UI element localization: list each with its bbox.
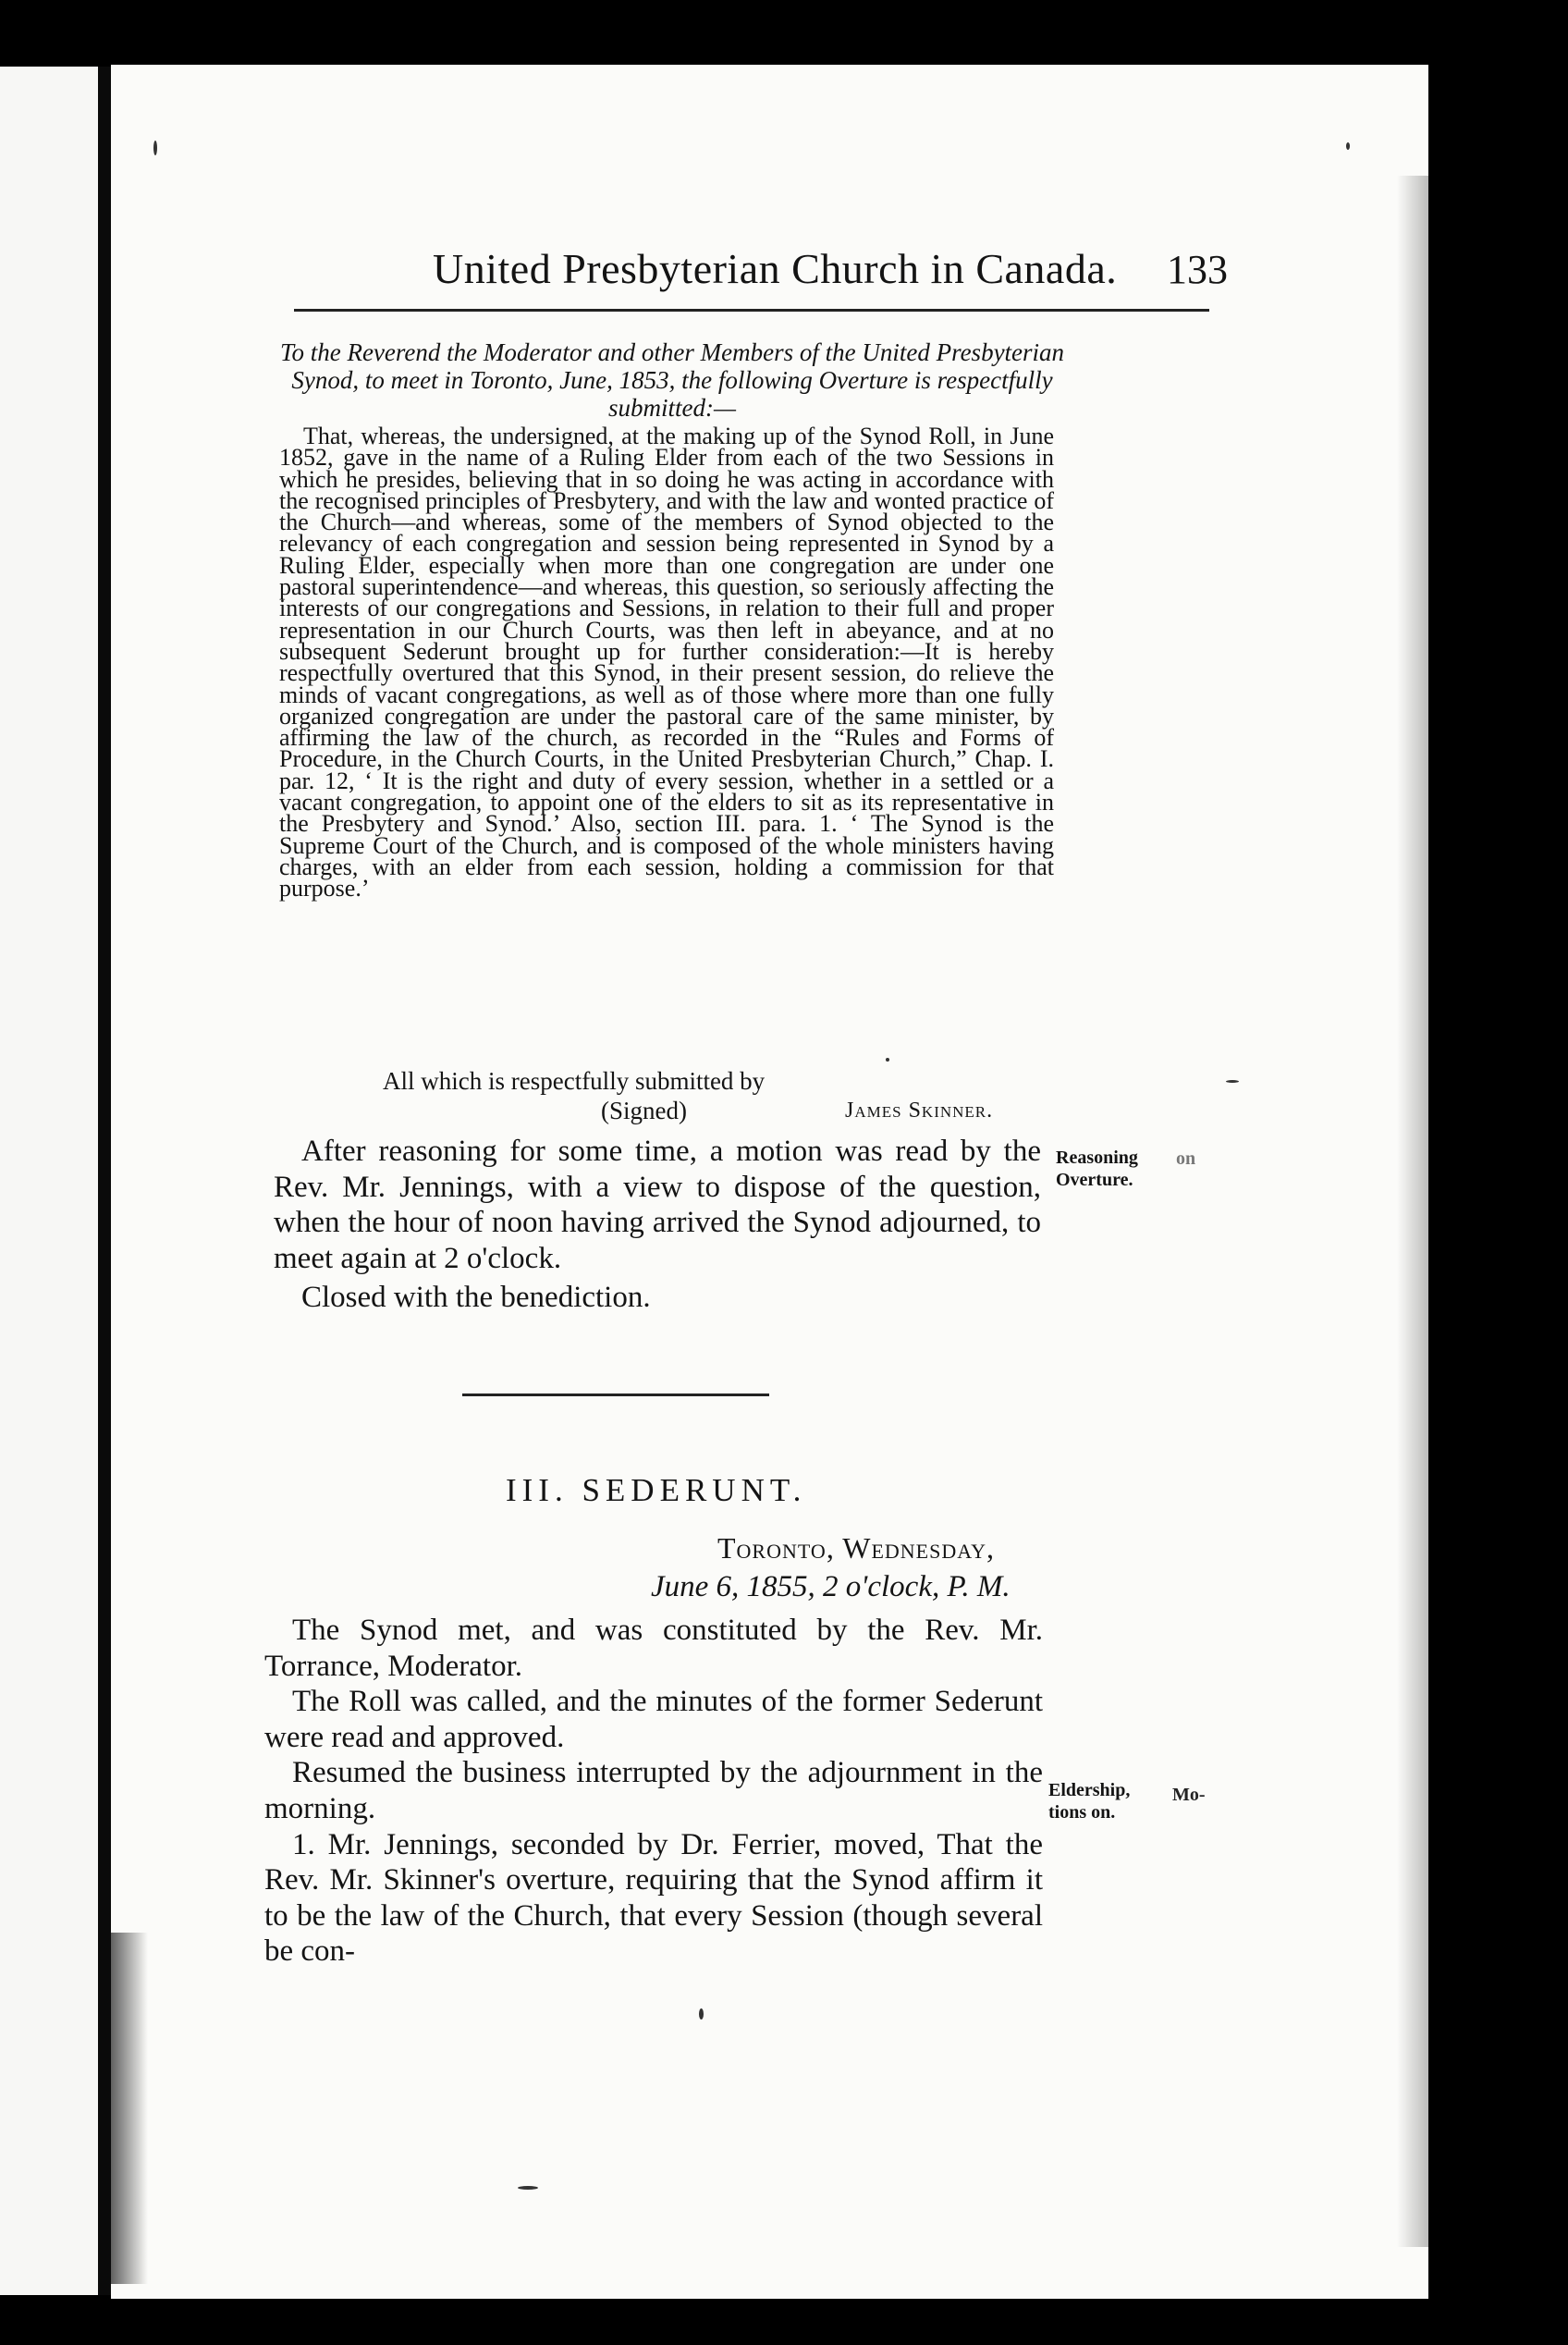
margin-note-reasoning: Reasoning Overture. (1056, 1148, 1138, 1190)
margin-faint-on: on (1176, 1148, 1196, 1169)
signed-label: (Signed) (601, 1097, 687, 1124)
section-title: III. SEDERUNT. (506, 1472, 807, 1508)
closing-line: Closed with the benediction. (301, 1281, 651, 1315)
binding-gutter (98, 67, 111, 2295)
signature: James Skinner. (845, 1099, 994, 1123)
overture-heading: To the Reverend the Moderator and other Members of the United Presbyterian Synod, to meet in Toronto, June, 1853, the following Overture is respectfully submitted:— (279, 338, 1065, 422)
sederunt-place: Toronto, Wednesday, (717, 1531, 995, 1565)
page-edge-shadow (1397, 176, 1428, 2247)
ink-speck (153, 141, 157, 155)
ink-speck (886, 1058, 889, 1062)
submitted-line: All which is respectfully submitted by (383, 1067, 766, 1095)
sederunt-body (264, 1613, 1043, 1970)
reasoning-paragraph: After reasoning for some time, a motion was read by the Rev. Mr. Jennings, with a view to dispose of the question, when the hour of noon having arrived the Synod adjourned, to meet again at 2 o'clock. (274, 1135, 1041, 1275)
sederunt-paragraph: 1. Mr. Jennings, seconded by Dr. Ferrier, moved, That the Rev. Mr. Skinner's overture, requiring that the Synod affirm it to be the law of the Church, that every Session (though several be con- (264, 1827, 1043, 1969)
facing-page-edge (0, 67, 104, 2295)
margin-note-motions: Mo- (1172, 1785, 1206, 1805)
ink-speck (518, 2186, 538, 2190)
overture-text-block (279, 425, 1054, 900)
ink-blot (111, 1933, 148, 2284)
ink-speck (699, 2008, 704, 2020)
overture-paragraph: That, whereas, the undersigned, at the making up of the Synod Roll, in June 1852, gave in the name of a Ruling Elder from each of the two Sessions in which he presides, believing that in so doing he was acting in accordance with the recognised principles of Presbytery, and with the law and wonted practice of the Church—and whereas, some of the members of Synod objected to the relevancy of each congregation and session being represented in Synod by a Ruling Elder, especially when more than one congregation are under one pastoral superintendence—and whereas, this question, so seriously affecting the interests of our congregations and Sessions, in relation to their full and proper representation in our Church Courts, was then left in abeyance, and at no subsequent Sederunt brought up for further consideration:—It is hereby respectfully overtured that this Synod, in their present session, do relieve the minds of vacant congregations, as well as of those where more than one fully organized congregation are under the pastoral care of the same minister, by affirming the law of the church, as recorded in the “Rules and Forms of Procedure, in the Church Courts, in the United Presbyterian Church,” Chap. I. par. 12, ‘ It is the right and duty of every session, whether in a settled or a vacant congregation, to appoint one of the elders to sit as its representative in the Presbytery and Synod.’ Also, section III. para. 1. ‘ The Synod is the Supreme Court of the Church, and is composed of the whole ministers having charges, with an elder from each session, holding a commission for that purpose.’ (279, 423, 1054, 902)
reasoning-section (274, 1134, 1041, 1316)
margin-note-eldership: Eldership, tions on. (1048, 1780, 1131, 1823)
page-number: 133 (1167, 247, 1228, 292)
section-rule (462, 1393, 769, 1396)
sederunt-paragraph: Resumed the business interrupted by the adjournment in the morning. (264, 1756, 1043, 1825)
running-head: United Presbyterian Church in Canada. (433, 245, 1118, 292)
sederunt-paragraph: The Roll was called, and the minutes of the former Sederunt were read and approved. (264, 1685, 1043, 1754)
sederunt-date: June 6, 1855, 2 o'clock, P. M. (651, 1570, 1011, 1603)
sederunt-paragraph: The Synod met, and was constituted by the Rev. Mr. Torrance, Moderator. (264, 1614, 1043, 1683)
ink-speck (1226, 1080, 1239, 1083)
ink-speck (1346, 142, 1350, 150)
header-rule (294, 309, 1209, 312)
